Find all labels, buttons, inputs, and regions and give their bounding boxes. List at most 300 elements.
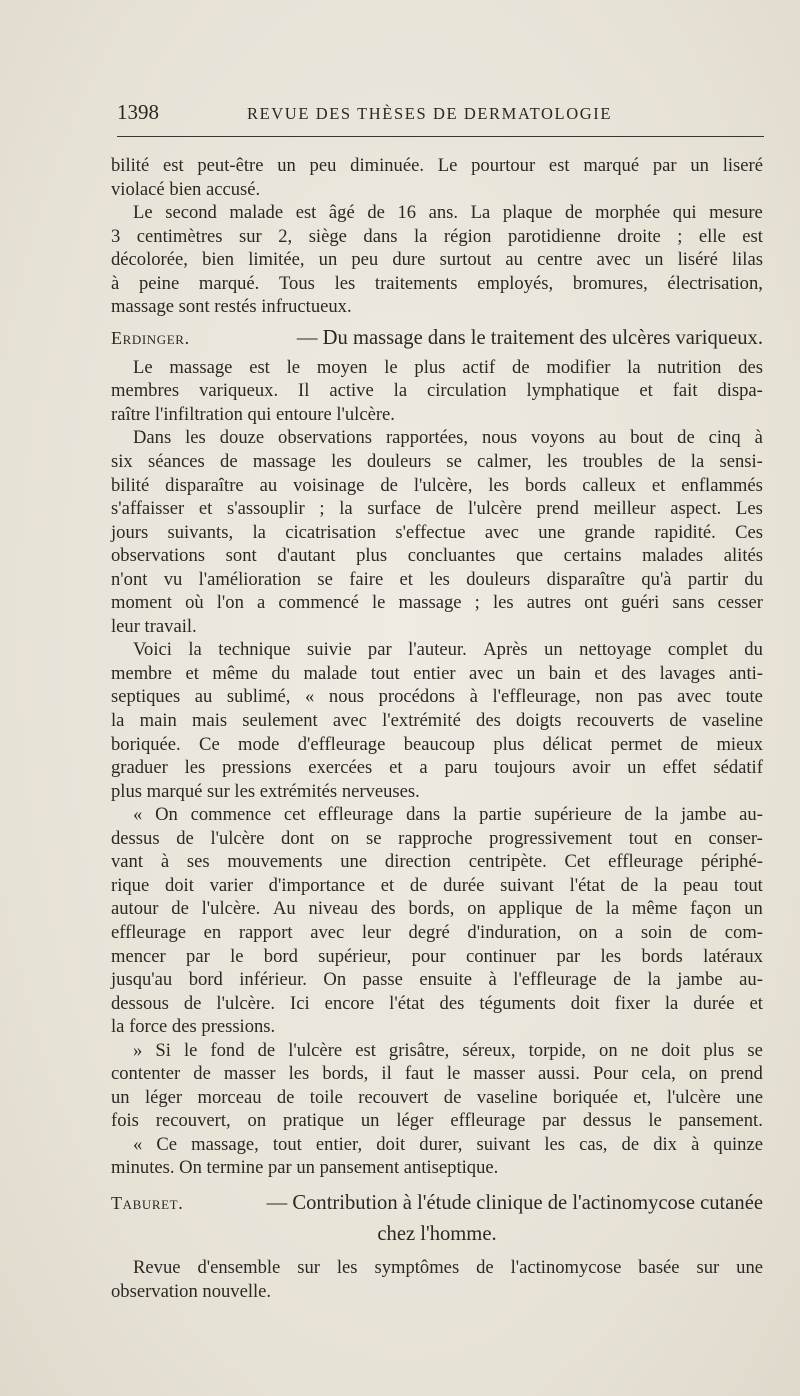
word: entier, xyxy=(315,1133,363,1155)
word: est xyxy=(162,155,184,176)
text-line xyxy=(111,1133,763,1157)
text-line xyxy=(111,591,763,615)
word: On xyxy=(155,804,178,826)
word: ; xyxy=(474,592,480,614)
word: 3 xyxy=(111,225,121,247)
word: durée xyxy=(693,992,735,1014)
text-line xyxy=(111,521,763,545)
word: « xyxy=(133,1133,143,1155)
word: effet xyxy=(662,757,697,779)
text-line xyxy=(111,225,763,249)
word: mode xyxy=(238,733,280,755)
word: suivant xyxy=(500,874,554,896)
text-line xyxy=(111,945,763,969)
text-line xyxy=(111,154,763,178)
word: au xyxy=(505,249,523,271)
word: dans xyxy=(363,225,398,247)
article-heading-taburet xyxy=(111,1190,763,1217)
word: Ce xyxy=(156,1133,178,1155)
word: un xyxy=(644,249,664,271)
word: sur xyxy=(696,1256,720,1278)
word: l'ulcère xyxy=(467,498,522,520)
word: sont xyxy=(225,545,257,567)
word: grande xyxy=(584,521,636,543)
word: fois xyxy=(111,1110,139,1132)
word: dessus xyxy=(111,827,160,849)
word: dont xyxy=(281,827,315,849)
word: liséré xyxy=(677,249,718,271)
word: basée xyxy=(638,1256,680,1278)
word: avec xyxy=(310,921,345,943)
word: enflammés xyxy=(681,474,763,496)
word: peine xyxy=(138,272,180,294)
word: un xyxy=(690,155,709,176)
word: bilité xyxy=(111,474,150,496)
word: cela, xyxy=(641,1063,676,1085)
word: Ces xyxy=(735,521,763,543)
word: mouvements xyxy=(227,851,323,873)
word: un xyxy=(744,898,763,920)
word: décolorée, xyxy=(111,249,188,271)
word: disparaître xyxy=(165,474,244,496)
word: passe xyxy=(362,969,403,991)
word: par xyxy=(367,639,392,661)
word: ses xyxy=(186,851,210,873)
text-line xyxy=(111,921,763,945)
word: des xyxy=(738,356,763,378)
text-line xyxy=(111,379,763,403)
word: même xyxy=(212,662,258,684)
word: partir xyxy=(687,568,729,590)
word: centripète. xyxy=(468,851,547,873)
word: active xyxy=(329,380,374,402)
word: au- xyxy=(739,969,763,991)
word: sensi- xyxy=(719,451,763,473)
word: lilas xyxy=(731,249,763,271)
word: mesure xyxy=(709,202,763,224)
word: droite xyxy=(617,225,661,247)
word: l'ulcère, xyxy=(413,474,473,496)
text-line: minutes. On termine par un pansement antiseptique. xyxy=(111,1157,499,1179)
word: boriquée. xyxy=(111,733,181,755)
word: plus xyxy=(356,545,388,567)
text-line xyxy=(111,1062,763,1086)
text-line xyxy=(111,685,763,709)
word: » xyxy=(133,1039,143,1061)
word: les xyxy=(288,1063,310,1085)
word: léger xyxy=(144,1086,183,1108)
word: un xyxy=(544,639,563,661)
article-title: — Contribution à l'étude clinique de l'actinomycose cutanée xyxy=(266,1191,763,1214)
word: Le xyxy=(133,202,153,224)
word: faire xyxy=(349,568,384,590)
word: prend xyxy=(536,498,579,520)
word: torpide, xyxy=(528,1039,586,1061)
word: l'ulcère. xyxy=(201,898,261,920)
word: malade xyxy=(303,662,358,684)
word: la xyxy=(339,498,353,520)
word: de xyxy=(689,921,708,943)
word: commence xyxy=(190,804,272,826)
word: cesser xyxy=(717,592,763,614)
word: bords xyxy=(525,474,567,496)
word: « xyxy=(305,686,315,708)
word: rapidité. xyxy=(654,521,716,543)
text-line xyxy=(111,638,763,662)
text-line: massage sont restés infructueux. xyxy=(111,296,352,318)
word: 2, xyxy=(278,225,293,247)
word: l'ulcère. xyxy=(216,992,275,1014)
word: cet xyxy=(283,804,306,826)
word: de xyxy=(220,451,238,473)
text-line xyxy=(111,568,763,592)
word: on xyxy=(247,1110,267,1132)
word: et xyxy=(749,992,763,1014)
word: massage xyxy=(252,451,316,473)
word: non xyxy=(595,686,624,708)
word: quinze xyxy=(713,1133,763,1155)
word: fond xyxy=(210,1039,245,1061)
word: latéraux xyxy=(703,945,763,967)
word: de xyxy=(620,874,639,896)
word: on xyxy=(467,898,486,920)
word: la xyxy=(188,639,202,661)
word: un xyxy=(627,757,646,779)
word: les xyxy=(334,272,356,294)
text-line xyxy=(111,992,763,1016)
word: bords xyxy=(641,945,683,967)
text-line xyxy=(111,248,763,272)
word: effleurage xyxy=(318,804,394,826)
word: marqué. xyxy=(198,272,260,294)
word: même xyxy=(631,898,678,920)
word: à xyxy=(754,427,763,449)
word: à xyxy=(469,686,478,708)
word: et xyxy=(651,474,666,496)
word: Cet xyxy=(564,851,591,873)
word: autour xyxy=(111,898,159,920)
word: a xyxy=(257,592,266,614)
word: la xyxy=(393,380,408,402)
word: de xyxy=(183,992,202,1014)
word: en xyxy=(203,921,222,943)
word: direction xyxy=(384,851,451,873)
word: Au xyxy=(273,898,296,920)
word: nous xyxy=(481,427,518,449)
page-number: 1398 xyxy=(117,100,159,124)
word: on xyxy=(688,1063,708,1085)
word: rapportées, xyxy=(385,427,469,449)
word: est xyxy=(742,225,763,247)
word: de xyxy=(680,733,699,755)
word: la xyxy=(252,521,266,543)
word: main xyxy=(139,710,177,732)
word: recouverts xyxy=(576,710,655,732)
word: Revue xyxy=(133,1256,181,1278)
word: mais xyxy=(191,710,228,732)
word: degré xyxy=(408,921,450,943)
word: la xyxy=(414,225,428,247)
word: calleux xyxy=(582,474,636,496)
word: de xyxy=(512,356,530,378)
word: une xyxy=(340,851,368,873)
word: de xyxy=(409,874,428,896)
article-heading-erdinger xyxy=(111,325,763,352)
word: pourtour xyxy=(471,155,536,176)
word: sédatif xyxy=(713,757,763,779)
word: à xyxy=(111,272,120,294)
text-line xyxy=(111,1109,763,1133)
word: suivant xyxy=(476,1133,531,1155)
word: massage xyxy=(398,592,462,614)
word: les xyxy=(331,451,352,473)
word: et xyxy=(399,568,413,590)
word: la xyxy=(647,969,661,991)
word: ans. xyxy=(428,202,459,224)
word: douleurs xyxy=(367,451,432,473)
word: niveau xyxy=(308,898,359,920)
word: Tous xyxy=(279,272,315,294)
word: six xyxy=(111,451,133,473)
word: rique xyxy=(111,874,150,896)
word: supérieure xyxy=(534,804,612,826)
word: léger xyxy=(396,1110,434,1132)
word: ensuite xyxy=(419,969,473,991)
word: du xyxy=(744,568,763,590)
word: pour xyxy=(411,945,446,967)
word: de xyxy=(435,498,454,520)
word: continuer xyxy=(465,945,537,967)
word: des xyxy=(370,898,396,920)
word: de xyxy=(613,969,631,991)
word: l'on xyxy=(216,592,244,614)
word: est xyxy=(295,202,317,224)
word: des xyxy=(476,710,501,732)
word: encore xyxy=(324,992,375,1014)
word: nous xyxy=(328,686,365,708)
word: la xyxy=(664,992,679,1014)
word: on xyxy=(578,921,598,943)
text-line xyxy=(111,426,763,450)
word: technique xyxy=(218,639,291,661)
word: vaseline xyxy=(702,710,763,732)
word: bords, xyxy=(408,898,455,920)
word: soin xyxy=(640,921,672,943)
word: du xyxy=(744,639,763,661)
word: de xyxy=(476,1256,494,1278)
word: durée xyxy=(443,874,485,896)
word: Dans xyxy=(133,427,172,449)
word: a xyxy=(419,757,428,779)
word: partie xyxy=(479,804,522,826)
word: se xyxy=(446,451,462,473)
body-text xyxy=(111,154,763,1303)
text-line xyxy=(111,968,763,992)
word: calmer, xyxy=(477,451,532,473)
word: graduer xyxy=(111,757,168,779)
word: de xyxy=(176,827,194,849)
word: avec xyxy=(332,710,367,732)
word: sublimé, xyxy=(226,686,291,708)
word: que xyxy=(516,545,544,567)
word: qui xyxy=(672,202,697,224)
text-line: la force des pressions. xyxy=(111,1016,276,1038)
text-line xyxy=(111,897,763,921)
word: bien xyxy=(202,249,235,271)
word: dispa- xyxy=(717,380,763,402)
word: varier xyxy=(209,874,253,896)
text-line xyxy=(111,474,763,498)
text-line xyxy=(111,709,763,733)
word: Voici xyxy=(133,639,172,661)
word: dix xyxy=(653,1133,677,1155)
word: et xyxy=(380,874,395,896)
word: il xyxy=(381,1063,392,1085)
word: toute xyxy=(725,686,763,708)
text-line xyxy=(111,850,763,874)
text-line xyxy=(111,874,763,898)
word: s'effectue xyxy=(395,521,466,543)
word: à xyxy=(160,851,170,873)
word: un xyxy=(111,1086,130,1108)
word: second xyxy=(165,202,217,224)
word: par xyxy=(652,155,677,176)
word: de xyxy=(257,1039,276,1061)
word: délicat xyxy=(542,733,593,755)
word: centre xyxy=(537,249,583,271)
word: de xyxy=(677,427,695,449)
word: prend xyxy=(720,1063,763,1085)
word: tout xyxy=(272,1133,302,1155)
word: de xyxy=(657,451,676,473)
word: disparaître xyxy=(546,568,626,590)
word: au xyxy=(194,686,213,708)
word: à xyxy=(488,969,497,991)
word: lavages xyxy=(659,662,716,684)
word: ne xyxy=(630,1039,649,1061)
word: toujours xyxy=(494,757,556,779)
spacer xyxy=(111,1180,763,1184)
word: limitée, xyxy=(248,249,305,271)
word: l'actinomycose xyxy=(510,1256,622,1278)
word: séances xyxy=(147,451,205,473)
word: l'extrémité xyxy=(382,710,461,732)
word: on xyxy=(599,1039,618,1061)
word: doit xyxy=(164,874,194,896)
word: ; xyxy=(677,225,683,247)
word: et xyxy=(639,380,653,402)
word: mieux xyxy=(716,733,763,755)
word: sur xyxy=(297,1256,320,1278)
word: de xyxy=(367,202,385,224)
word: peut-être xyxy=(197,155,264,176)
word: voyons xyxy=(531,427,585,449)
word: est xyxy=(355,1039,376,1061)
word: Ici xyxy=(290,992,310,1014)
header-rule xyxy=(117,136,764,137)
word: douleurs xyxy=(466,568,531,590)
word: les xyxy=(600,945,622,967)
word: fixer xyxy=(614,992,650,1014)
word: tout xyxy=(628,827,658,849)
word: liseré xyxy=(722,155,763,176)
word: téguments xyxy=(479,992,556,1014)
article-title-continuation: chez l'homme. xyxy=(377,1222,497,1245)
word: marqué xyxy=(583,155,640,176)
text-line xyxy=(111,356,763,380)
text-line xyxy=(111,201,763,225)
text-line: plus marqué sur les extrémités nerveuses. xyxy=(111,780,420,802)
word: région xyxy=(443,225,492,247)
word: nutrition xyxy=(657,356,722,378)
word: de xyxy=(575,898,593,920)
word: les xyxy=(492,592,514,614)
word: malade xyxy=(229,202,284,224)
word: morceau xyxy=(197,1086,262,1108)
word: aspect. xyxy=(670,498,722,520)
word: avoir xyxy=(572,757,611,779)
word: inférieur. xyxy=(239,969,307,991)
word: pansement. xyxy=(678,1110,763,1132)
word: dure xyxy=(392,249,426,271)
word: ont xyxy=(584,592,608,614)
word: com- xyxy=(724,921,763,943)
word: parotidienne xyxy=(507,225,601,247)
word: suivants, xyxy=(167,521,234,543)
word: la xyxy=(690,451,705,473)
word: au- xyxy=(739,804,763,826)
word: anti- xyxy=(728,662,763,684)
word: le xyxy=(384,356,398,378)
word: pratique xyxy=(283,1110,344,1132)
word: permet xyxy=(610,733,663,755)
word: 16 xyxy=(397,202,417,224)
word: plus xyxy=(414,356,446,378)
word: troubles xyxy=(582,451,643,473)
word: alités xyxy=(723,545,763,567)
word: avec xyxy=(677,686,712,708)
word: masser xyxy=(223,1063,276,1085)
journal-title: REVUE DES THÈSES DE DERMATOLOGIE xyxy=(247,104,613,123)
word: cinq xyxy=(708,427,741,449)
word: on xyxy=(330,827,350,849)
word: cicatrisation xyxy=(285,521,377,543)
word: bout xyxy=(630,427,664,449)
word: malades xyxy=(642,545,704,567)
word: douze xyxy=(219,427,265,449)
text-line xyxy=(111,497,763,521)
word: boriquée xyxy=(552,1086,619,1108)
word: une xyxy=(736,1256,763,1278)
word: entier xyxy=(413,662,456,684)
word: concluantes xyxy=(407,545,496,567)
word: fait xyxy=(672,380,698,402)
word: bords, xyxy=(322,1063,369,1085)
word: séreux, xyxy=(462,1039,516,1061)
word: de xyxy=(171,898,189,920)
word: tout xyxy=(370,662,400,684)
text-line xyxy=(111,1086,763,1110)
word: progressivement xyxy=(489,827,613,849)
word: doit xyxy=(661,1039,691,1061)
word: de xyxy=(193,1063,211,1085)
word: un xyxy=(277,155,296,176)
word: sans xyxy=(672,592,705,614)
text-line xyxy=(111,1256,763,1280)
word: la xyxy=(654,804,669,826)
word: et xyxy=(389,757,403,779)
word: Ce xyxy=(199,733,220,755)
